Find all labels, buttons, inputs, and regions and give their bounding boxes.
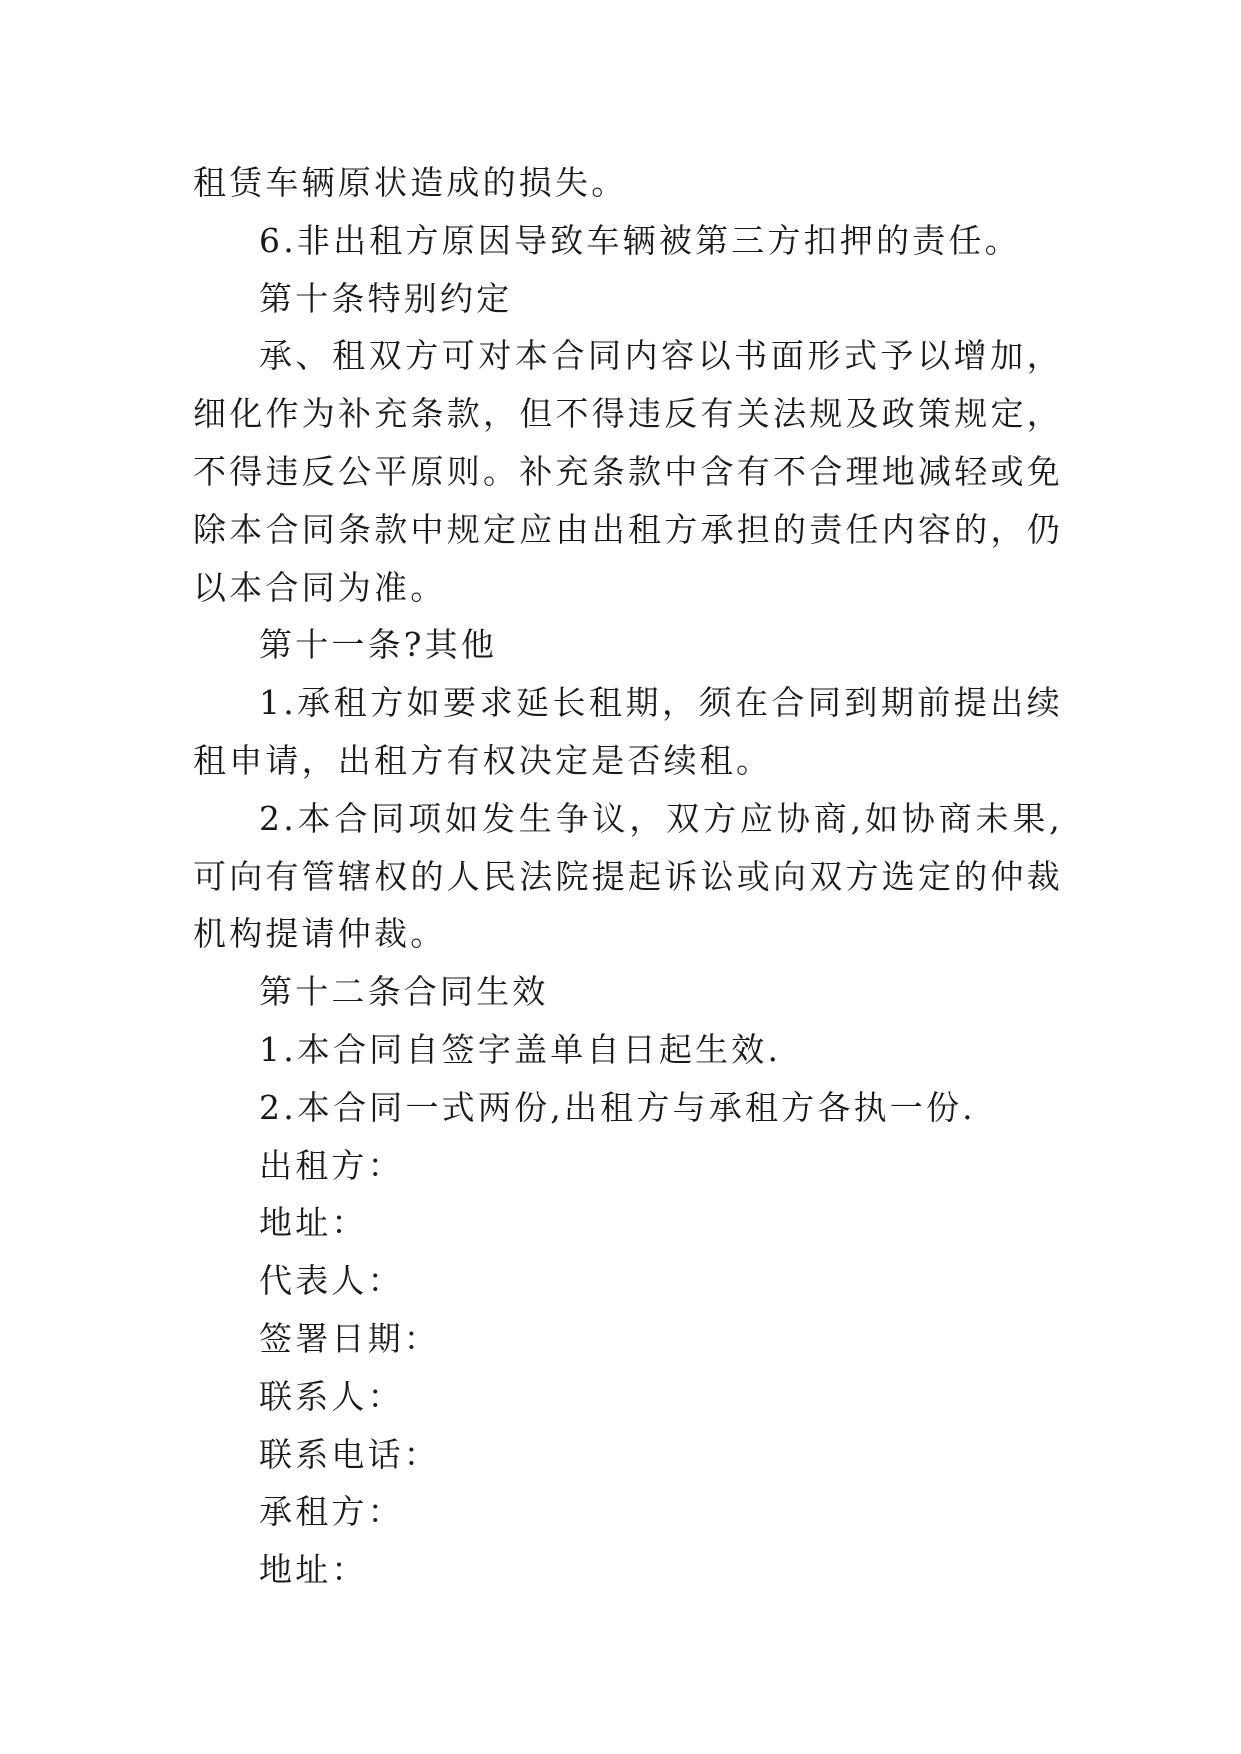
heading-article-11: 第十一条?其他 (259, 625, 498, 665)
field-contact-person: 联系人： (259, 1376, 404, 1416)
field-contact-phone: 联系电话： (259, 1434, 440, 1474)
field-sign-date: 签署日期： (259, 1318, 440, 1358)
paragraph-dispute: 2.本合同项如发生争议，双方应协商,如协商未果,可向有管辖权的人民法院提起诉讼或向双方选定的仲裁机构提请仲裁。 (193, 798, 1063, 954)
field-lessor: 出租方： (259, 1145, 404, 1185)
field-lessee-address: 地址： (259, 1550, 368, 1590)
paragraph-copies: 2.本合同一式两份,出租方与承租方各执一份. (259, 1087, 976, 1127)
field-representative: 代表人： (259, 1261, 404, 1301)
paragraph-loss-clause-end: 租赁车辆原状造成的损失。 (193, 163, 628, 202)
field-lessor-address: 地址： (259, 1203, 368, 1243)
heading-article-10: 第十条特别约定 (259, 278, 513, 318)
heading-article-12: 第十二条合同生效 (259, 972, 549, 1012)
document-body (193, 154, 1063, 1599)
paragraph-renewal: 1.承租方如要求延长租期，须在合同到期前提出续租申请，出租方有权决定是否续租。 (193, 683, 1063, 780)
paragraph-clause-6: 6.非出租方原因导致车辆被第三方扣押的责任。 (259, 220, 1021, 260)
paragraph-effective: 1.本合同自签字盖单自日起生效. (259, 1029, 782, 1069)
field-lessee: 承租方： (259, 1492, 404, 1532)
paragraph-special-terms: 承、租双方可对本合同内容以书面形式予以增加，细化作为补充条款，但不得违反有关法规及政策规定，不得违反公平原则。补充条款中含有不合理地减轻或免除本合同条款中规定应由出租方承担的责任内容的，仍以本合同为准。 (193, 336, 1063, 607)
